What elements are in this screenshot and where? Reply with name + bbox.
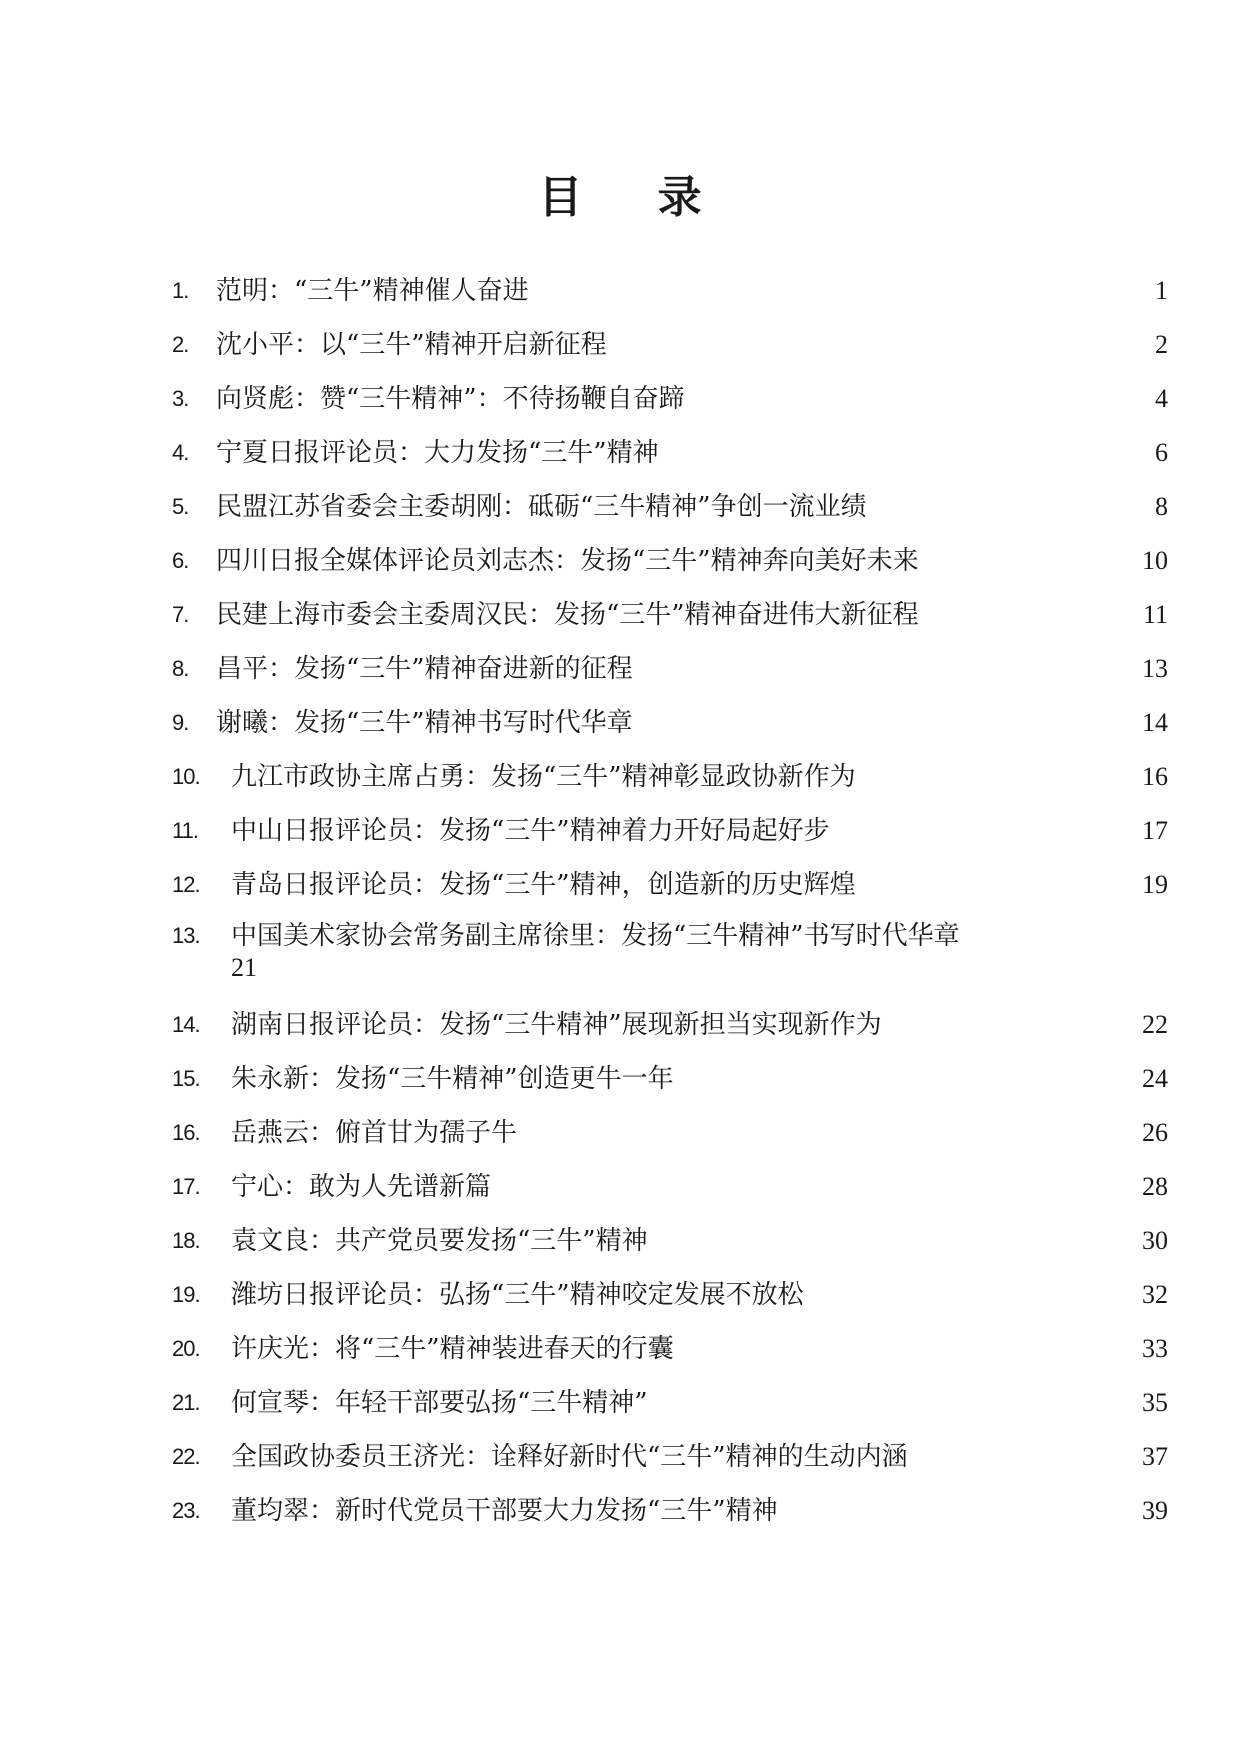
- toc-entry-page: 30: [1142, 1226, 1168, 1255]
- toc-entry-number: 20.: [172, 1336, 200, 1361]
- toc-entry-title[interactable]: 许庆光：将“三牛”精神装进春天的行囊: [231, 1334, 674, 1364]
- toc-list: [0, 272, 1240, 1546]
- toc-entry[interactable]: [0, 1384, 1240, 1438]
- toc-entry-title[interactable]: 中山日报评论员：发扬“三牛”精神着力开好局起好步: [231, 816, 830, 846]
- toc-entry-page: 13: [1142, 654, 1168, 683]
- toc-entry-page: 21: [231, 953, 257, 982]
- toc-entry-number: 14.: [172, 1012, 200, 1037]
- toc-entry-number: 5.: [172, 494, 189, 519]
- toc-entry-page: 14: [1142, 708, 1168, 737]
- toc-entry[interactable]: [0, 650, 1240, 704]
- toc-entry-number: 19.: [172, 1282, 200, 1307]
- toc-entry-number: 8.: [172, 656, 189, 681]
- page-title: 目 录: [538, 172, 732, 223]
- toc-entry-page: 28: [1142, 1172, 1168, 1201]
- toc-entry-title[interactable]: 民建上海市委会主委周汉民：发扬“三牛”精神奋进伟大新征程: [216, 600, 919, 630]
- toc-entry-page: 37: [1142, 1442, 1168, 1471]
- toc-entry-page: 4: [1155, 384, 1168, 413]
- toc-entry[interactable]: [0, 920, 1240, 1006]
- toc-entry-number: 16.: [172, 1120, 200, 1145]
- toc-entry-title[interactable]: 青岛日报评论员：发扬“三牛”精神，创造新的历史辉煌: [231, 870, 856, 900]
- toc-entry-page: 19: [1142, 870, 1168, 899]
- toc-entry-number: 1.: [172, 278, 189, 303]
- toc-entry-title[interactable]: 宁心：敢为人先谱新篇: [231, 1172, 492, 1202]
- toc-entry[interactable]: [0, 326, 1240, 380]
- toc-entry-number: 21.: [172, 1390, 200, 1415]
- toc-entry-page: 11: [1142, 600, 1168, 629]
- toc-entry-title[interactable]: 民盟江苏省委会主委胡刚：砥砺“三牛精神”争创一流业绩: [216, 492, 867, 522]
- toc-entry-title[interactable]: 沈小平：以“三牛”精神开启新征程: [216, 330, 607, 360]
- toc-entry-page: 8: [1155, 492, 1168, 521]
- toc-entry-title[interactable]: 中国美术家协会常务副主席徐里：发扬“三牛精神”书写时代华章: [231, 921, 960, 951]
- toc-entry-number: 18.: [172, 1228, 200, 1253]
- toc-entry-title[interactable]: 岳燕云：俯首甘为孺子牛: [231, 1118, 518, 1148]
- toc-entry-number: 15.: [172, 1066, 200, 1091]
- toc-entry-title[interactable]: 谢曦：发扬“三牛”精神书写时代华章: [216, 708, 633, 738]
- toc-entry[interactable]: [0, 758, 1240, 812]
- toc-entry[interactable]: [0, 1006, 1240, 1060]
- toc-entry[interactable]: [0, 1330, 1240, 1384]
- toc-entry[interactable]: [0, 488, 1240, 542]
- toc-entry-title[interactable]: 全国政协委员王济光：诠释好新时代“三牛”精神的生动内涵: [231, 1442, 908, 1472]
- toc-entry[interactable]: [0, 1060, 1240, 1114]
- toc-entry-number: 11.: [172, 818, 198, 843]
- toc-entry-number: 2.: [172, 332, 189, 357]
- toc-entry[interactable]: [0, 272, 1240, 326]
- toc-entry-title[interactable]: 九江市政协主席占勇：发扬“三牛”精神彰显政协新作为: [231, 762, 856, 792]
- toc-entry-page: 16: [1142, 762, 1168, 791]
- toc-entry-page: 35: [1142, 1388, 1168, 1417]
- toc-entry-title[interactable]: 潍坊日报评论员：弘扬“三牛”精神咬定发展不放松: [231, 1280, 804, 1310]
- toc-entry-title[interactable]: 湖南日报评论员：发扬“三牛精神”展现新担当实现新作为: [231, 1010, 882, 1040]
- toc-entry-number: 13.: [172, 923, 200, 948]
- toc-entry[interactable]: [0, 704, 1240, 758]
- toc-entry-page: 2: [1155, 330, 1168, 359]
- toc-entry-title[interactable]: 范明：“三牛”精神催人奋进: [216, 276, 529, 306]
- toc-entry-title[interactable]: 宁夏日报评论员：大力发扬“三牛”精神: [216, 438, 659, 468]
- toc-entry-number: 10.: [172, 764, 200, 789]
- toc-entry-number: 4.: [172, 440, 189, 465]
- toc-entry[interactable]: [0, 1276, 1240, 1330]
- toc-entry-page: 39: [1142, 1496, 1168, 1525]
- toc-entry[interactable]: [0, 1492, 1240, 1546]
- toc-entry-number: 12.: [172, 872, 200, 897]
- toc-entry-title[interactable]: 董均翠：新时代党员干部要大力发扬“三牛”精神: [231, 1496, 778, 1526]
- toc-entry-page: 24: [1142, 1064, 1168, 1093]
- toc-entry[interactable]: [0, 1222, 1240, 1276]
- toc-entry[interactable]: [0, 812, 1240, 866]
- toc-entry-page: 17: [1142, 816, 1168, 845]
- toc-entry-title[interactable]: 袁文良：共产党员要发扬“三牛”精神: [231, 1226, 648, 1256]
- toc-entry-number: 22.: [172, 1444, 200, 1469]
- toc-entry-title[interactable]: 向贤彪：赞“三牛精神”：不待扬鞭自奋蹄: [216, 384, 685, 414]
- toc-entry-page: 33: [1142, 1334, 1168, 1363]
- toc-entry-number: 9.: [172, 710, 189, 735]
- toc-entry-number: 6.: [172, 548, 189, 573]
- toc-entry-page: 10: [1142, 546, 1168, 575]
- toc-entry-number: 7.: [172, 602, 189, 627]
- toc-entry-number: 3.: [172, 386, 189, 411]
- toc-entry-number: 23.: [172, 1498, 200, 1523]
- toc-entry-number: 17.: [172, 1174, 200, 1199]
- toc-entry-page: 32: [1142, 1280, 1168, 1309]
- toc-entry-page: 6: [1155, 438, 1168, 467]
- toc-entry-title[interactable]: 昌平：发扬“三牛”精神奋进新的征程: [216, 654, 633, 684]
- toc-entry[interactable]: [0, 380, 1240, 434]
- toc-entry[interactable]: [0, 866, 1240, 920]
- toc-entry[interactable]: [0, 596, 1240, 650]
- toc-entry-page: 1: [1155, 276, 1168, 305]
- toc-entry[interactable]: [0, 542, 1240, 596]
- toc-entry[interactable]: [0, 1438, 1240, 1492]
- toc-entry-title[interactable]: 何宣琴：年轻干部要弘扬“三牛精神”: [231, 1388, 648, 1418]
- toc-entry[interactable]: [0, 1168, 1240, 1222]
- toc-entry-page: 26: [1142, 1118, 1168, 1147]
- toc-entry[interactable]: [0, 1114, 1240, 1168]
- toc-entry[interactable]: [0, 434, 1240, 488]
- toc-entry-page: 22: [1142, 1010, 1168, 1039]
- toc-entry-title[interactable]: 四川日报全媒体评论员刘志杰：发扬“三牛”精神奔向美好未来: [216, 546, 919, 576]
- toc-entry-title[interactable]: 朱永新：发扬“三牛精神”创造更牛一年: [231, 1064, 674, 1094]
